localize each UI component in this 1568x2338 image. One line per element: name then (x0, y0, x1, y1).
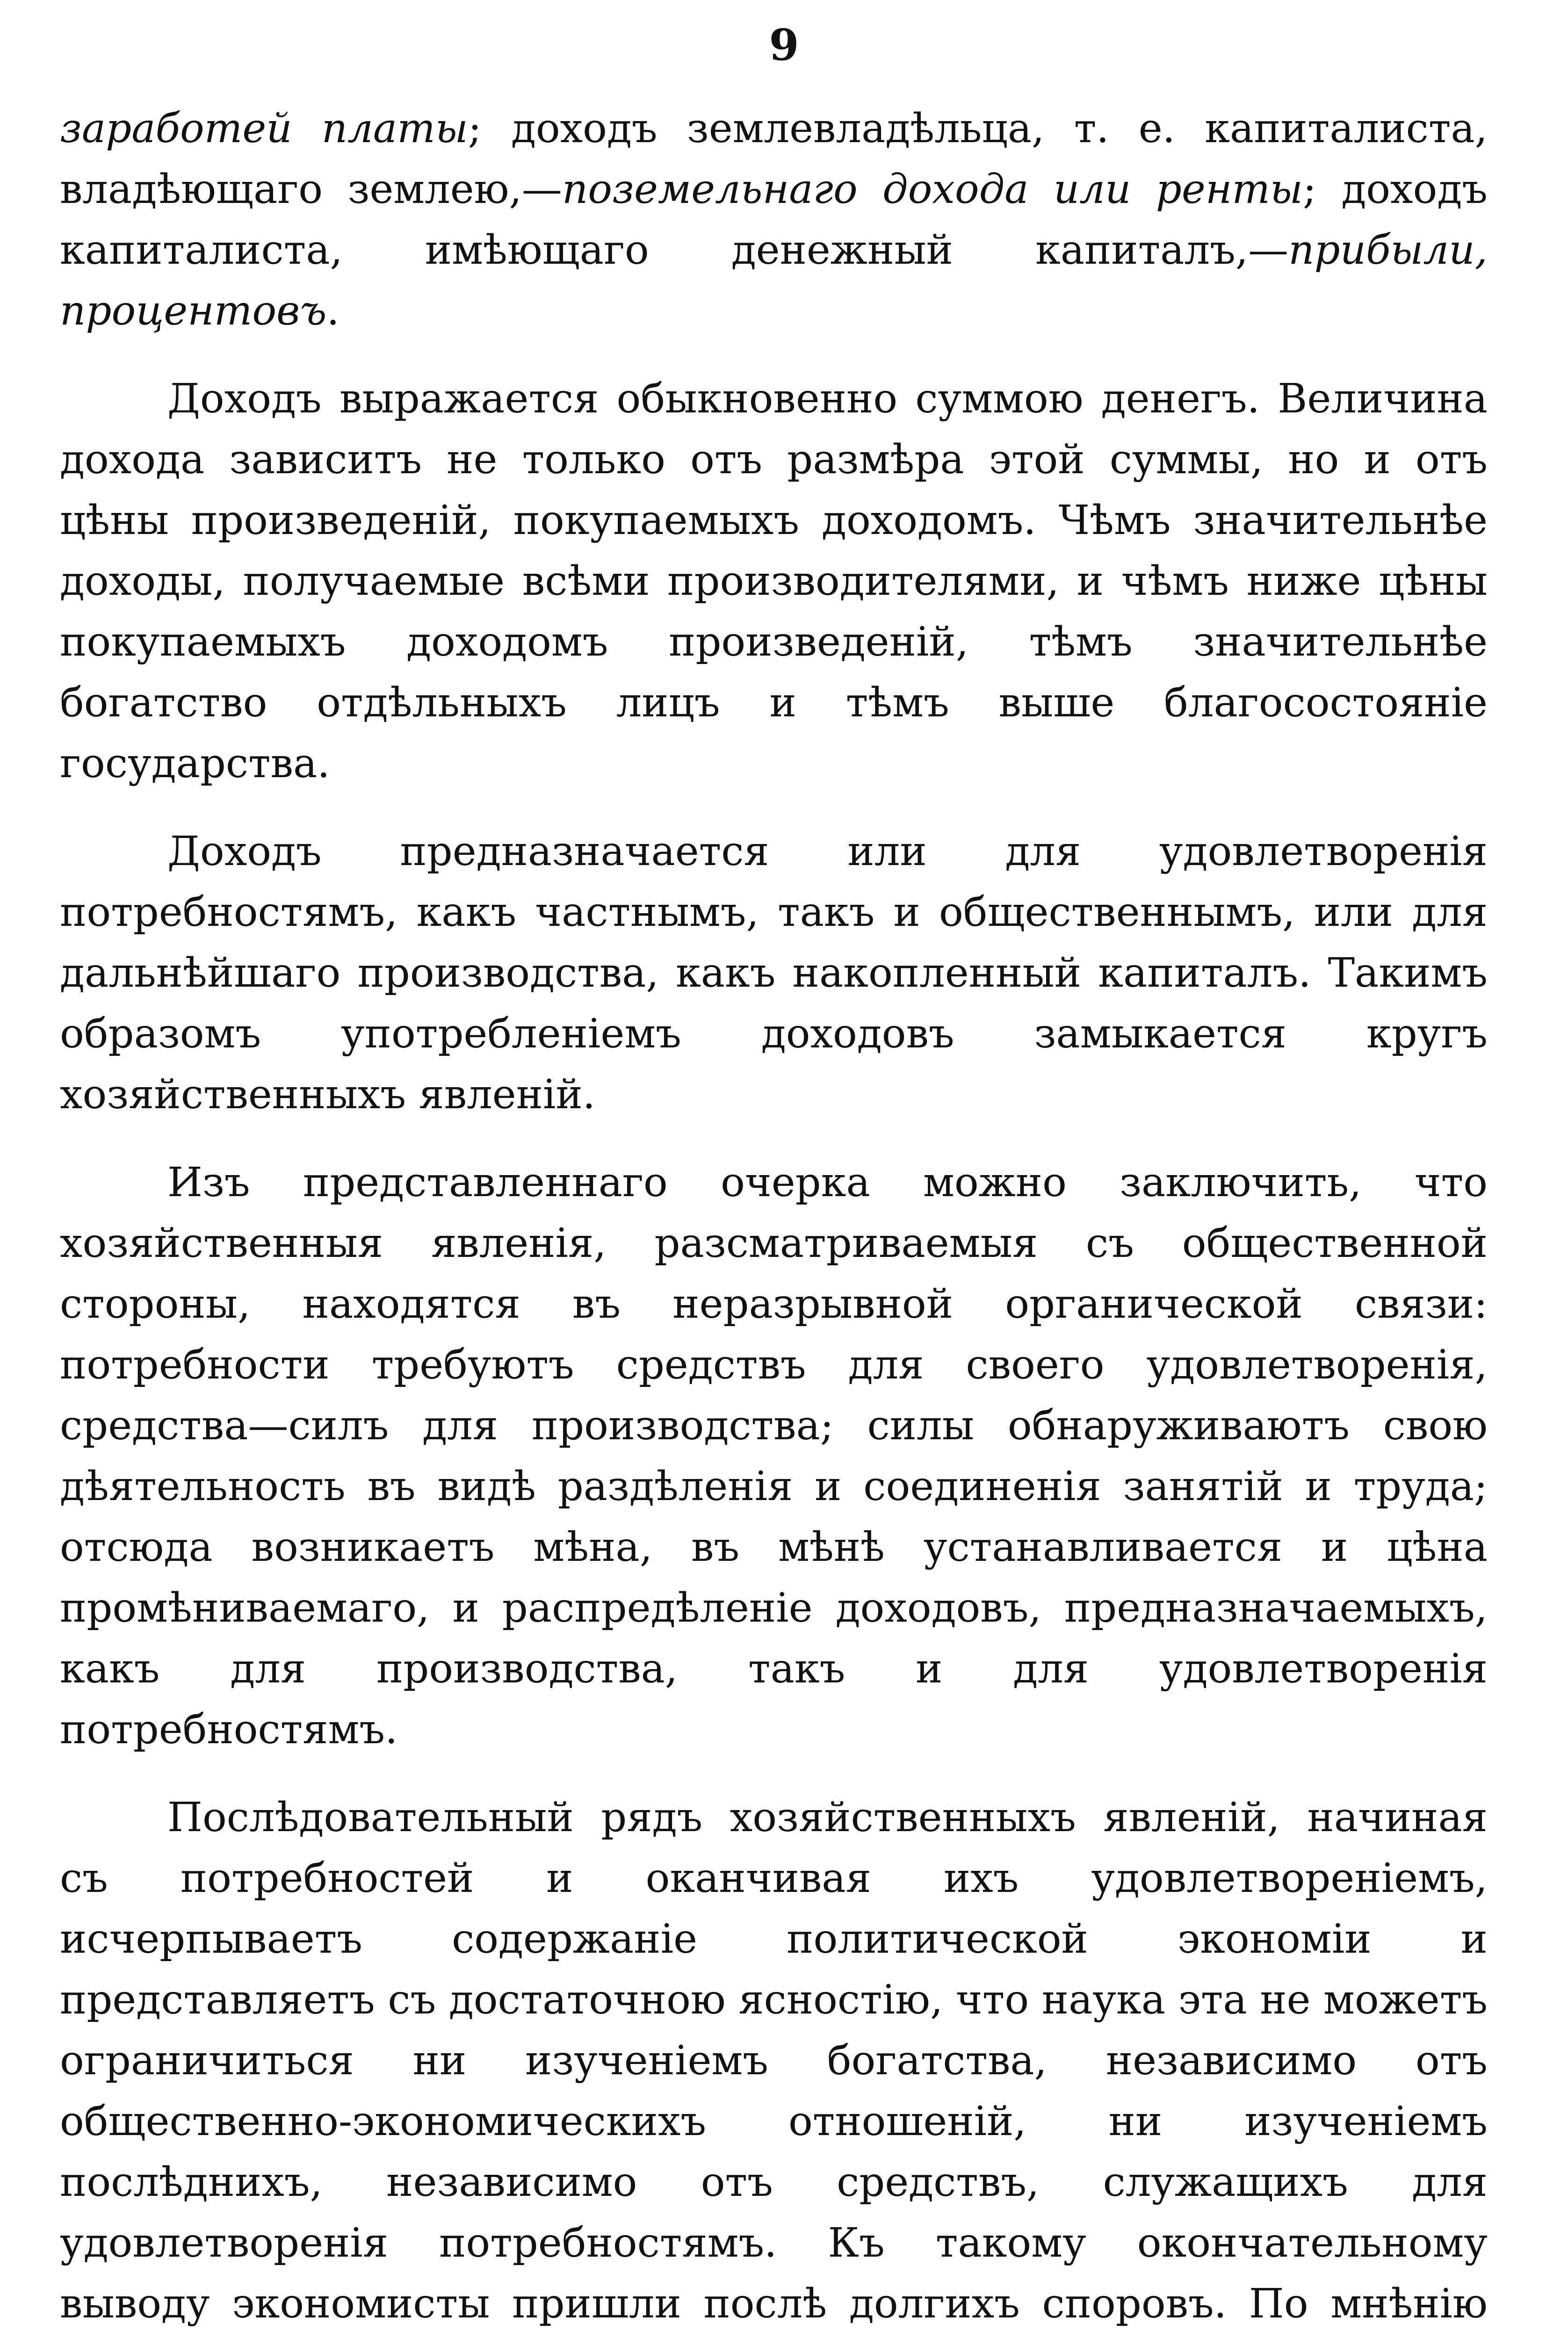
italic-term: заработей платы (60, 105, 468, 152)
text-run: ; доходъ капиталиста, имѣющаго денежный капиталъ,— (60, 166, 1488, 274)
body-text (60, 98, 1488, 2338)
italic-term: прибыли, процентовъ (60, 227, 1488, 334)
paragraph-4 (60, 1152, 1488, 1760)
text-run: Доходъ предназначается или для удовлетворенія потребностямъ, какъ частнымъ, такъ и общественнымъ, или для дальнѣйшаго производства, какъ накопленный капиталъ. Такимъ образомъ употребленіемъ доходовъ замыкается кругъ хозяйственныхъ явленій. (60, 828, 1488, 1118)
paragraph-1 (60, 98, 1488, 341)
paragraph-3 (60, 821, 1488, 1125)
italic-term: поземельнаго дохода или ренты (562, 166, 1303, 213)
text-run: Изъ представленнаго очерка можно заключить, что хозяйственныя явленія, разсматриваемыя съ общественной стороны, находятся въ неразрывной органической связи: потребности требуютъ средствъ для своего удовлетворенія, средства—силъ для производства; силы обнаруживаютъ свою дѣятельность въ видѣ раздѣленія и соединенія занятій и труда; отсюда возникаетъ мѣна, въ мѣнѣ устанавливается и цѣна промѣниваемаго, и распредѣленіе доходовъ, предназначаемыхъ, какъ для производства, такъ и для удовлетворенія потребностямъ. (60, 1159, 1488, 1753)
text-run: Доходъ выражается обыкновенно суммою денегъ. Величина дохода зависитъ не только отъ размѣра этой суммы, но и отъ цѣны произведеній, покупаемыхъ доходомъ. Чѣмъ значительнѣе доходы, получаемые всѣми производителями, и чѣмъ ниже цѣны покупаемыхъ доходомъ произведеній, тѣмъ значительнѣе богатство отдѣльныхъ лицъ и тѣмъ выше благосостояніе государства. (60, 375, 1488, 787)
text-run: ; доходъ землевладѣльца, т. е. капиталиста, владѣющаго землею,— (60, 105, 1488, 213)
paragraph-5 (60, 1787, 1488, 2338)
text-run: . (326, 288, 340, 334)
text-run: Послѣдовательный рядъ хозяйственныхъ явленій, начиная съ потребностей и оканчивая ихъ удовлетвореніемъ, исчерпываетъ содержаніе политической экономіи и представляетъ съ достаточною ясностію, что наука эта не можетъ ограничиться ни изученіемъ богатства, независимо отъ общественно-экономическихъ отношеній, ни изученіемъ послѣднихъ, независимо отъ средствъ, служащихъ для удовлетворенія потребностямъ. Къ такому окончательному выводу экономисты пришли послѣ долгихъ споровъ. По мнѣнію (60, 1794, 1488, 2327)
paragraph-2 (60, 368, 1488, 794)
page-number: 9 (769, 20, 799, 70)
